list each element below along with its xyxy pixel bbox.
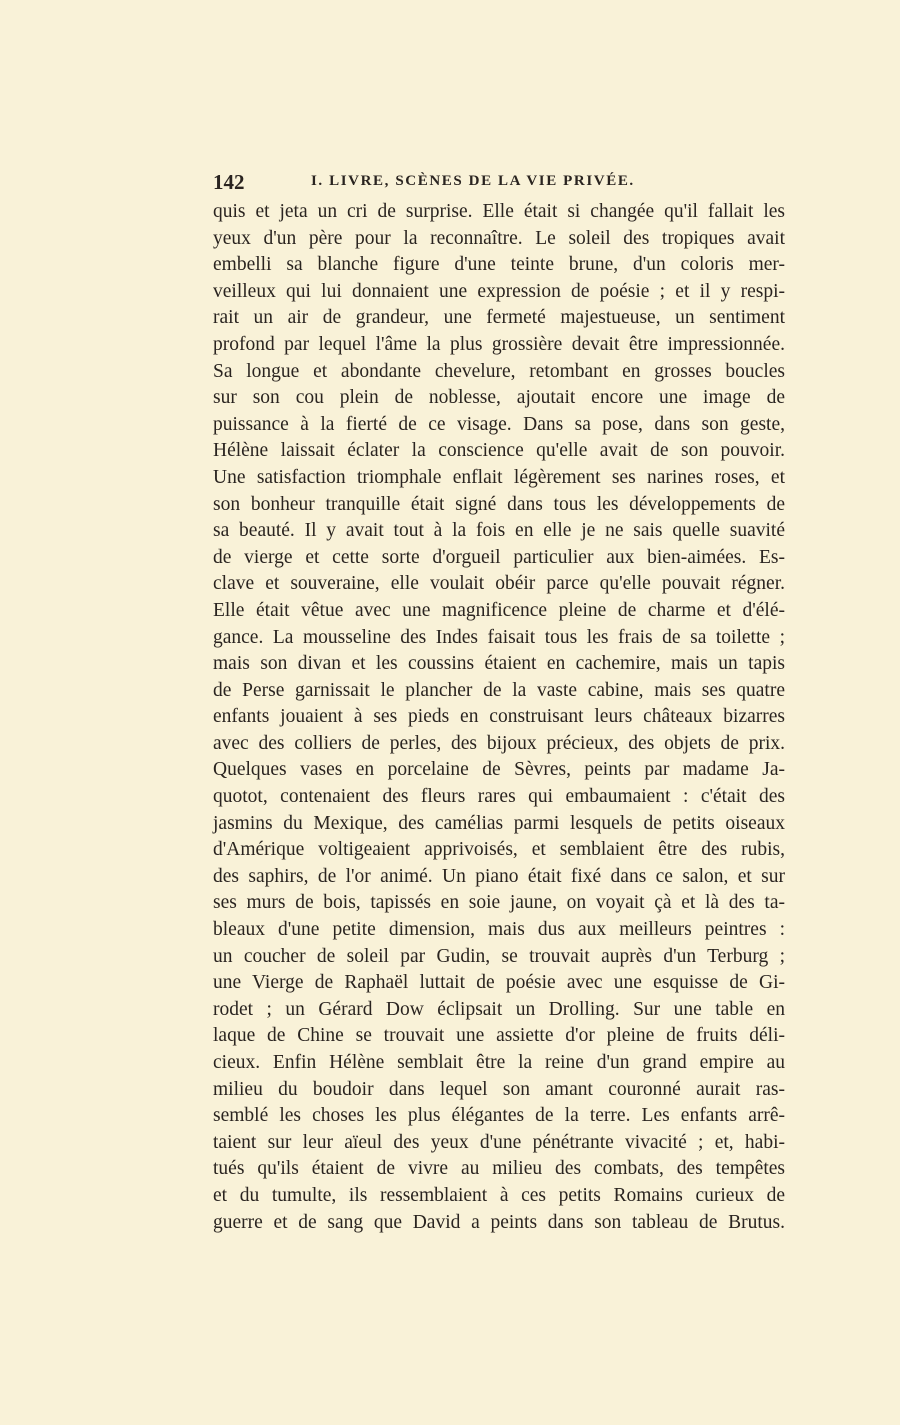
- text-line: gance. La mousseline des Indes faisait tous les frais de sa toilette ;: [213, 626, 785, 648]
- text-line: guerre et de sang que David a peints dans son tableau de Brutus.: [213, 1211, 785, 1233]
- text-line: une Vierge de Raphaël luttait de poésie avec une esquisse de Gi-: [213, 972, 785, 994]
- running-title: I. LIVRE, SCÈNES DE LA VIE PRIVÉE.: [311, 173, 635, 189]
- text-line: embelli sa blanche figure d'une teinte brune, d'un coloris mer-: [213, 254, 785, 276]
- text-line: yeux d'un père pour la reconnaître. Le soleil des tropiques avait: [213, 227, 785, 249]
- text-line: Une satisfaction triomphale enflait légèrement ses narines roses, et: [213, 466, 785, 488]
- text-line: et du tumulte, ils ressemblaient à ces petits Romains curieux de: [213, 1184, 785, 1206]
- text-line: sa beauté. Il y avait tout à la fois en elle je ne sais quelle suavité: [213, 520, 785, 542]
- text-line: avec des colliers de perles, des bijoux précieux, des objets de prix.: [213, 732, 785, 754]
- text-line: jasmins du Mexique, des camélias parmi lesquels de petits oiseaux: [213, 812, 785, 834]
- text-line: clave et souveraine, elle voulait obéir parce qu'elle pouvait régner.: [213, 573, 785, 595]
- text-line: Hélène laissait éclater la conscience qu'elle avait de son pouvoir.: [213, 440, 785, 462]
- text-line: taient sur leur aïeul des yeux d'une pénétrante vivacité ; et, habi-: [213, 1131, 785, 1153]
- text-line: de Perse garnissait le plancher de la vaste cabine, mais ses quatre: [213, 679, 785, 701]
- text-line: rodet ; un Gérard Dow éclipsait un Drolling. Sur une table en: [213, 998, 785, 1020]
- text-line: mais son divan et les coussins étaient en cachemire, mais un tapis: [213, 653, 785, 675]
- running-header: [213, 170, 683, 196]
- text-line: quotot, contenaient des fleurs rares qui embaumaient : c'était des: [213, 786, 785, 808]
- text-line: semblé les choses les plus élégantes de la terre. Les enfants arrê-: [213, 1105, 785, 1127]
- text-line: tués qu'ils étaient de vivre au milieu des combats, des tempêtes: [213, 1158, 785, 1180]
- text-line: de vierge et cette sorte d'orgueil particulier aux bien-aimées. Es-: [213, 546, 785, 568]
- body-text: [213, 199, 785, 1236]
- text-line: des saphirs, de l'or animé. Un piano était fixé dans ce salon, et sur: [213, 865, 785, 887]
- text-line: rait un air de grandeur, une fermeté majestueuse, un sentiment: [213, 307, 785, 329]
- text-line: quis et jeta un cri de surprise. Elle était si changée qu'il fallait les: [213, 201, 785, 222]
- text-line: laque de Chine se trouvait une assiette d'or pleine de fruits déli-: [213, 1025, 785, 1047]
- text-line: un coucher de soleil par Gudin, se trouvait auprès d'un Terburg ;: [213, 945, 785, 967]
- text-line: cieux. Enfin Hélène semblait être la reine d'un grand empire au: [213, 1052, 785, 1073]
- text-line: profond par lequel l'âme la plus grossière devait être impressionnée.: [213, 333, 785, 355]
- text-line: ses murs de bois, tapissés en soie jaune, on voyait çà et là des ta-: [213, 892, 785, 914]
- text-line: d'Amérique voltigeaient apprivoisés, et semblaient être des rubis,: [213, 839, 785, 861]
- text-line: puissance à la fierté de ce visage. Dans sa pose, dans son geste,: [213, 413, 785, 435]
- text-line: Elle était vêtue avec une magnificence pleine de charme et d'élé-: [213, 599, 785, 621]
- text-line: Sa longue et abondante chevelure, retombant en grosses boucles: [213, 360, 785, 382]
- page-number: 142: [213, 170, 245, 194]
- text-line: son bonheur tranquille était signé dans tous les développements de: [213, 493, 785, 515]
- text-line: milieu du boudoir dans lequel son amant couronné aurait ras-: [213, 1078, 785, 1100]
- text-line: Quelques vases en porcelaine de Sèvres, peints par madame Ja-: [213, 759, 785, 781]
- text-line: veilleux qui lui donnaient une expression de poésie ; et il y respi-: [213, 280, 785, 302]
- text-line: enfants jouaient à ses pieds en construisant leurs châteaux bizarres: [213, 706, 785, 728]
- text-line: bleaux d'une petite dimension, mais dus aux meilleurs peintres :: [213, 919, 785, 941]
- text-line: sur son cou plein de noblesse, ajoutait encore une image de: [213, 387, 785, 409]
